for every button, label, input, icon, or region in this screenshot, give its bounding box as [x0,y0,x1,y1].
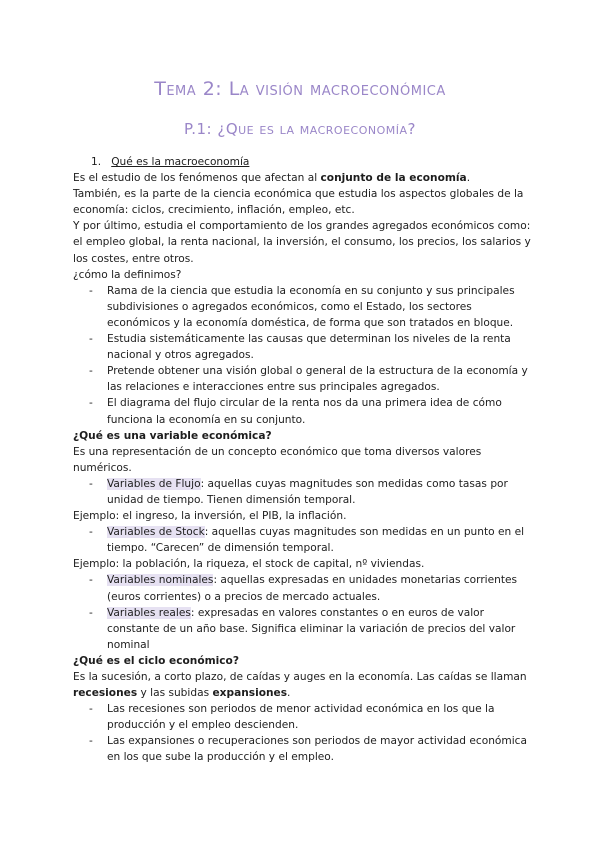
ciclo-intro-text: Es la sucesión, a corto plazo, de caídas y auges en la economía. Las caídas se llaman [73,671,527,683]
list-item-flujo [73,476,533,508]
example-stock: Ejemplo: la población, la riqueza, el stock de capital, nº viviendas. [73,558,425,571]
definition-bold: conjunto de la economía [320,172,467,185]
paragraph-por-ultimo: Y por último, estudia el comportamiento de los grandes agregados económicos como: el empleo global, la renta nacional, la inversión, el consumo, los precios, los salarios y los costes, entre otros. [73,220,531,265]
list-item: - Estudia sistemáticamente las causas que determinan los niveles de la renta nacional y otros agregados. [73,331,533,363]
list-item: - Las expansiones o recuperaciones son periodos de mayor actividad económica en los que sube la producción y el empleo. [73,733,533,765]
term-recesiones: recesiones [73,687,138,700]
variable-list-flujo [73,476,533,508]
list-item: - Rama de la ciencia que estudia la economía en su conjunto y sus principales subdivisiones o agregados económicos, como el Estado, los sectores económicos y la economía doméstica, de forma que son tratados en bloque. [73,283,533,331]
definition-paragraph [73,170,533,186]
list-item-real [73,605,533,653]
document-subtitle: P.1: ¿Que es la macroeconomía? [184,120,416,138]
paragraph-tambien: También, es la parte de la ciencia económica que estudia los aspectos globales de la economía: ciclos, crecimiento, inflación, empleo, etc. [73,188,524,217]
document-title: Tema 2: La visión macroeconómica [154,78,446,100]
definition-nominal: : aquellas expresadas en unidades monetarias corrientes (euros corrientes) o a precios de mercado actuales. [107,574,518,603]
list-item: - El diagrama del flujo circular de la renta nos da una primera idea de cómo funciona la economía en su conjunto. [73,395,533,427]
list-item: - Las recesiones son periodos de menor actividad económica en los que la producción y el empleo descienden. [73,701,533,733]
list-item-stock [73,524,533,556]
question-definimos: ¿cómo la definimos? [73,268,182,281]
section-heading-variable: ¿Qué es una variable económica? [73,429,272,442]
variable-list-nominal-real [73,572,533,652]
section-heading-ciclo: ¿Qué es el ciclo económico? [73,654,239,667]
definition-flujo: : aquellas cuyas magnitudes son medidas como tasas por unidad de tiempo. Tienen dimensión temporal. [107,477,508,506]
definition-stock: : aquellas cuyas magnitudes son medidas en un punto en el tiempo. “Carecen” de dimensión temporal. [107,526,525,555]
term-expansiones: expansiones [212,687,288,700]
section-heading-1 [73,154,533,170]
ciclo-intro-end: . [287,687,291,700]
example-flujo: Ejemplo: el ingreso, la inversión, el PIB, la inflación. [73,510,347,523]
term-real: Variables reales [107,606,191,619]
term-flujo: Variables de Flujo [107,477,201,490]
definition-text: Es el estudio de los fenómenos que afectan al [73,172,321,185]
list-item: - Pretende obtener una visión global o general de la estructura de la economía y las relaciones e interacciones entre sus principales agregados. [73,363,533,395]
definition-real: : expresadas en valores constantes o en euros de valor constante de un año base. Significa eliminar la variación de precios del valor nominal [107,606,516,651]
list-item-nominal [73,572,533,604]
ciclo-intro-mid: y las subidas [137,687,213,700]
section-heading-text: Qué es la macroeconomía [111,156,250,168]
document-body [73,154,533,766]
variable-list-stock [73,524,533,556]
term-nominal: Variables nominales [107,574,214,587]
ciclo-list [73,701,533,765]
section-number: 1. [91,156,102,168]
definition-list [73,283,533,428]
definition-end: . [466,172,471,185]
ciclo-intro [73,669,533,701]
variable-intro: Es una representación de un concepto económico que toma diversos valores numéricos. [73,445,482,474]
term-stock: Variables de Stock [107,526,205,539]
